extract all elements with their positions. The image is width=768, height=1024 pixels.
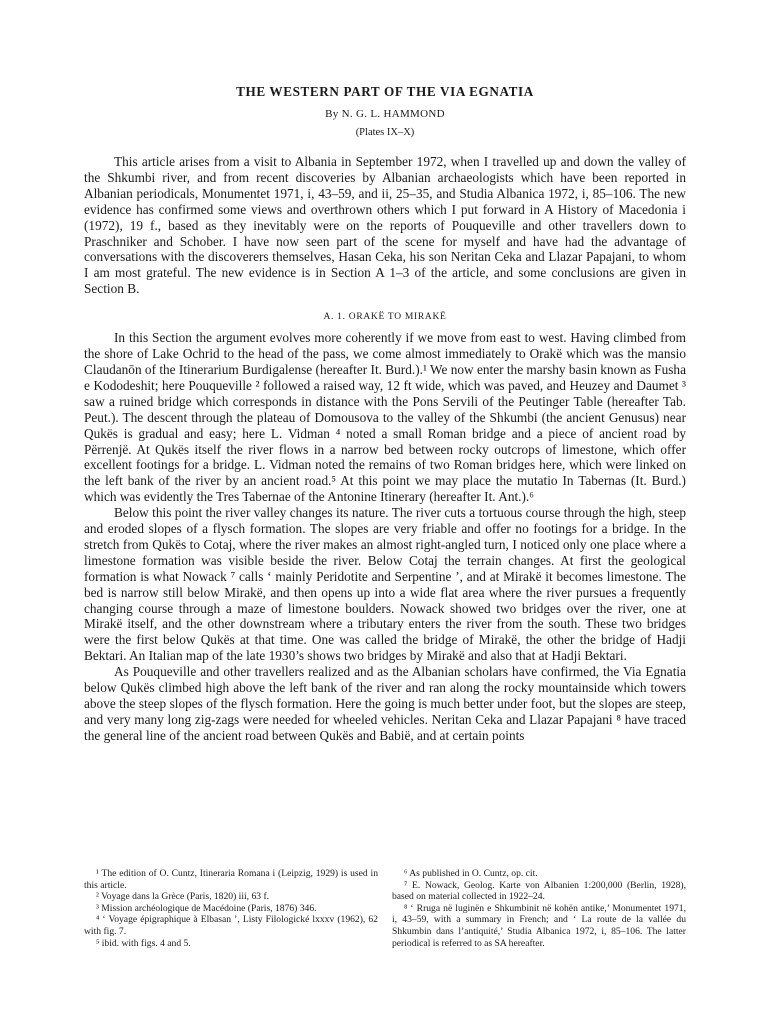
footnotes-left-column bbox=[84, 868, 378, 949]
section-heading: A. 1. ORAKË TO MIRAKË bbox=[323, 312, 447, 323]
footnotes-right-column bbox=[392, 868, 686, 949]
article-title: THE WESTERN PART OF THE VIA EGNATIA bbox=[236, 84, 534, 99]
section-body bbox=[84, 330, 686, 744]
plates-note: (Plates IX–X) bbox=[355, 127, 415, 138]
footnotes bbox=[84, 868, 686, 949]
footnote: ⁵ ibid. with figs. 4 and 5. bbox=[96, 937, 191, 949]
footnote: ⁸ ‘ Rruga në luginën e Shkumbinit në kohën antike,’ Monumentet 1971, i, 43–59, with a summary in French; and ‘ La route de la vallée du Shkumbin dans l’antiquité,’ Studia Albanica 1972, i, 85–106. The latter periodical is referred to as SA hereafter. bbox=[392, 902, 686, 949]
footnote: ⁷ E. Nowack, Geolog. Karte von Albanien 1:200,000 (Berlin, 1928), based on material collected in 1922–24. bbox=[392, 879, 686, 903]
intro-paragraph: This article arises from a visit to Albania in September 1972, when I travelled up and down the valley of the Shkumbi river, and from recent discoveries by Albanian archaeologists which have been reported in Albanian periodicals, Monumentet 1971, i, 43–59, and ii, 25–35, and Studia Albanica 1972, i, 85–106. The new evidence has confirmed some views and overthrown others which I put forward in A History of Macedonia i (1972), 19 f., based as they inevitably were on the reports of Pouqueville and other travellers down to Praschniker and Schober. I have now seen part of the scene for myself and have had the advantage of conversations with the discoverers themselves, Hasan Ceka, his son Neritan Ceka and Llazar Papajani, to whom I am most grateful. The new evidence is in Section A 1–3 of the article, and some conclusions are given in Section B. bbox=[84, 154, 686, 297]
footnote: ¹ The edition of O. Cuntz, Itineraria Romana i (Leipzig, 1929) is used in this article. bbox=[84, 868, 378, 891]
footnote: ⁶ As published in O. Cuntz, op. cit. bbox=[404, 868, 538, 879]
body-paragraph: As Pouqueville and other travellers realized and as the Albanian scholars have confirmed, the Via Egnatia below Qukës climbed high above the left bank of the river and ran along the rocky mountainside which towers above the steep slopes of the flysch formation. Here the going is much better under foot, but the slopes are steep, and very many long zig-zags were needed for wheeled vehicles. Neritan Ceka and Llazar Papajani ⁸ have traced the general line of the ancient road between Qukës and Babië, and at certain points bbox=[84, 664, 686, 743]
author-byline: By N. G. L. HAMMOND bbox=[325, 108, 445, 120]
body-paragraph: In this Section the argument evolves more coherently if we move from east to west. Having climbed from the shore of Lake Ochrid to the head of the pass, we come almost immediately to Orakë which was the mansio Claudanōn of the Itinerarium Burdigalense (hereafter It. Burd.).¹ We now enter the marshy basin known as Fusha e Kododeshit; here Pouqueville ² followed a raised way, 12 ft wide, which was paved, and Heuzey and Daumet ³ saw a ruined bridge which corresponds in distance with the Pons Servili of the Peutinger Table (hereafter Tab. Peut.). The descent through the plateau of Domousova to the valley of the Shkumbi (the ancient Genusus) near Qukës is gradual and easy; here L. Vidman ⁴ noted a small Roman bridge and a piece of ancient road by Përrenjë. At Qukës itself the river flows in a narrow bed between rocky outcrops of limestone, which offer excellent footings for a bridge. L. Vidman noted the remains of two Roman bridges here, which were linked on the left bank of the river by an ancient road.⁵ At this point we may place the mutatio In Tabernas (It. Burd.) which was evidently the Tres Tabernae of the Antonine Itinerary (hereafter It. Ant.).⁶ bbox=[84, 330, 686, 505]
footnote: ³ Mission archéologique de Macédoine (Paris, 1876) 346. bbox=[96, 902, 317, 914]
intro-section bbox=[84, 154, 686, 297]
body-paragraph: Below this point the river valley changes its nature. The river cuts a tortuous course through the high, steep and eroded slopes of a flysch formation. The slopes are very friable and offer no footings for a bridge. In the stretch from Qukës to Cotaj, where the river makes an almost right-angled turn, I noticed only one place where a limestone formation was visible beside the river. Below Cotaj the terrain changes. At first the geological formation is what Nowack ⁷ calls ‘ mainly Peridotite and Serpentine ’, and at Mirakë it becomes limestone. The bed is narrow still below Mirakë, and then opens up into a wide flat area where the river pursues a frequently changing course through a maze of limestone boulders. Nowack showed two bridges over the river, one at Mirakë itself, and the other downstream where a tributary enters the river from the south. These two bridges were the first below Qukës at that time. One was called the bridge of Mirakë, the other the bridge of Hadji Bektari. An Italian map of the late 1930’s shows two bridges by Mirakë and also that at Hadji Bektari. bbox=[84, 505, 686, 664]
footnote: ⁴ ‘ Voyage épigraphique à Elbasan ’, Listy Filologické lxxxv (1962), 62 with fig. 7. bbox=[84, 914, 378, 937]
footnote: ² Voyage dans la Grèce (Paris, 1820) iii, 63 f. bbox=[96, 891, 270, 903]
